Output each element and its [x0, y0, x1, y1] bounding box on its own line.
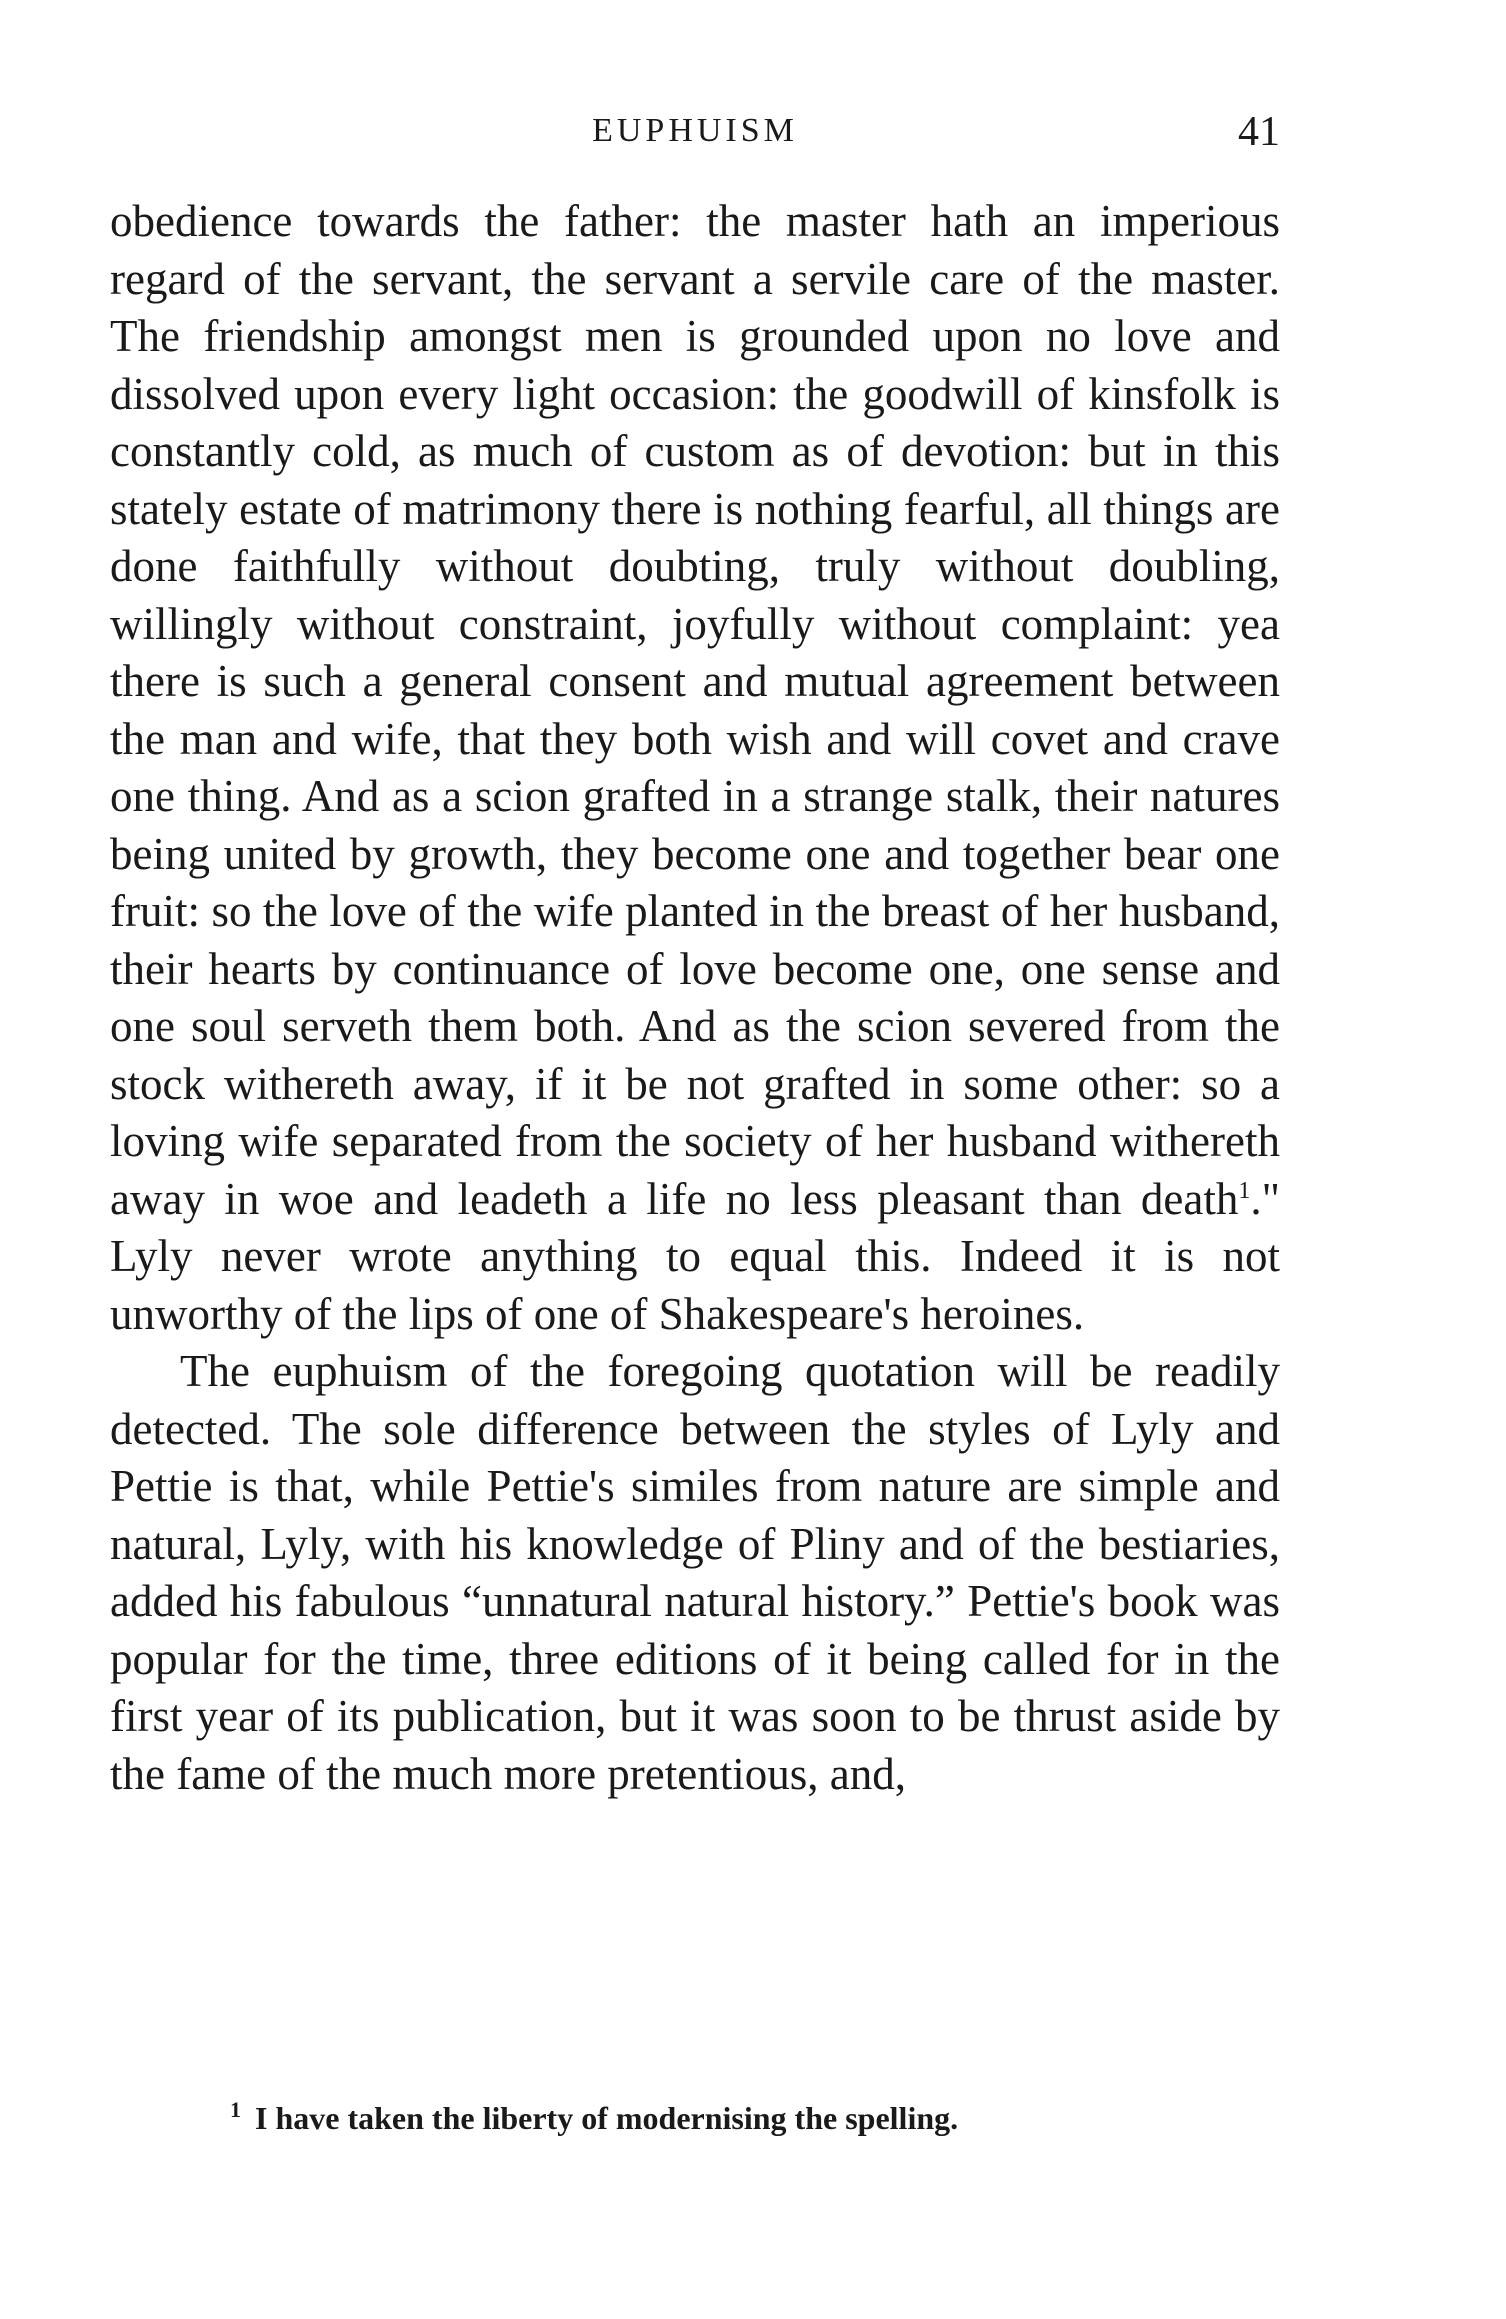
paragraph-1-continuation: ." Lyly never wrote anything to equal this. Indeed it is not unworthy of the lips of one of Shakespeare's heroines.: [110, 1173, 1280, 1339]
footnote-number: 1: [230, 2097, 241, 2123]
footnote-text: I have taken the liberty of modernising the spelling.: [255, 2100, 959, 2136]
footnote-reference: 1: [1238, 1177, 1251, 1204]
page-number: 41: [1238, 109, 1280, 155]
paragraph-1-text: obedience towards the father: the master hath an imperious regard of the servant, the servant a servile care of the master. The friendship amongst men is grounded upon no love and dissolved upon every light occasion: the goodwill of kinsfolk is constantly cold, as much of custom as of devotion: but in this stately estate of matrimony there is nothing fearful, all things are done faithfully without doubting, truly without doubling, willingly without constraint, joyfully without complaint: yea there is such a general consent and mutual agreement between the man and wife, that they both wish and will covet and crave one thing. And as a scion grafted in a strange stalk, their natures being united by growth, they become one and together bear one fruit: so the love of the wife planted in the breast of her husband, their hearts by continuance of love become one, one sense and one soul serveth them both. And as the scion severed from the stock withereth away, if it be not grafted in some other: so a loving wife separated from the society of her husband withereth away in woe and leadeth a life no less pleasant than death: [110, 196, 1280, 1224]
running-title: EUPHUISM: [592, 112, 798, 149]
running-head: [110, 108, 1280, 158]
body-text: [110, 193, 1280, 1803]
footnote: [230, 2098, 1280, 2138]
paragraph-2: The euphuism of the foregoing quotation will be readily detected. The sole difference between the styles of Lyly and Pettie is that, while Pettie's similes from nature are simple and natural, Lyly, with his knowledge of Pliny and of the bestiaries, added his fabulous “unnatural natural history.” Pettie's book was popular for the time, three editions of it being called for in the first year of its publication, but it was soon to be thrust aside by the fame of the much more pretentious, and,: [110, 1346, 1280, 1799]
paragraph-1: [110, 193, 1280, 1343]
